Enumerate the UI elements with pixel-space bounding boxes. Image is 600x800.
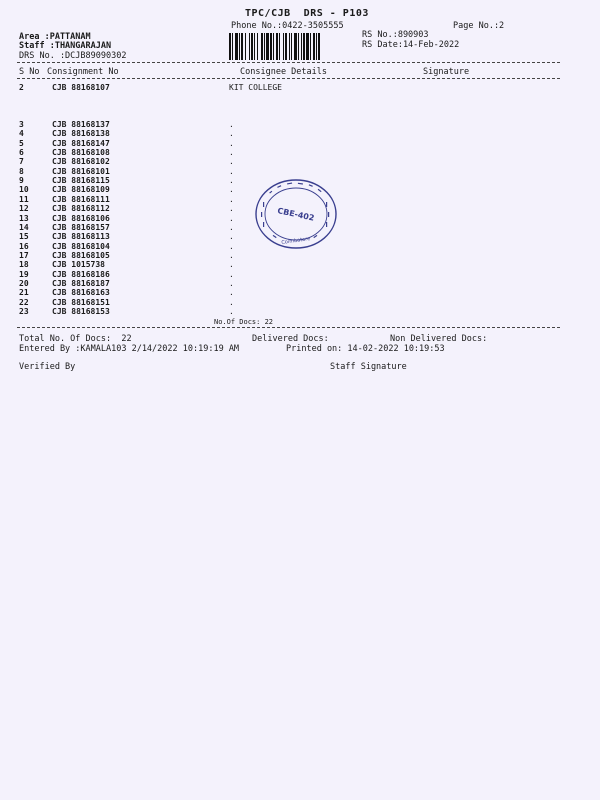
printed-on: Printed on: 14-02-2022 10:19:53 (286, 344, 445, 354)
row-consignment-no: CJB 88168137 (52, 120, 110, 129)
verified-by: Verified By (19, 362, 76, 372)
barcode-image (228, 33, 346, 60)
page-number: Page No.:2 (453, 21, 505, 31)
office-stamp (253, 178, 339, 250)
header-divider (17, 62, 560, 63)
row-sno: 5 (19, 138, 24, 148)
stamp-ring-text: Coimbatore (281, 236, 311, 247)
row-consignment-no: CJB 88168115 (52, 176, 110, 186)
row-sno: 14 (19, 222, 29, 232)
row-consignee-details: . (229, 222, 234, 232)
doc-title: TPC/CJB DRS - P103 (245, 8, 369, 19)
row-consignee-details: . (229, 213, 234, 223)
row-consignee-details: . (229, 148, 234, 158)
non-delivered-docs: Non Delivered Docs: (390, 334, 488, 344)
table-row (0, 307, 600, 317)
row-consignee-details: . (229, 297, 234, 307)
row-consignee-details: . (229, 138, 234, 148)
row-consignee-details: . (229, 241, 234, 251)
row-sno: 19 (19, 269, 29, 279)
area-field: Area :PATTANAM (19, 32, 91, 42)
row-consignment-no: CJB 88168163 (52, 288, 110, 298)
total-docs: Total No. Of Docs: 22 (19, 334, 132, 344)
col-header-sno: S No (19, 67, 40, 77)
row-consignment-no: CJB 88168111 (52, 194, 110, 204)
rs-number: RS No.:890903 (362, 30, 429, 40)
row-consignee-details: . (229, 288, 234, 298)
col-header-signature: Signature (423, 67, 470, 77)
row-sno: 11 (19, 194, 29, 204)
row-consignee-details: . (229, 307, 234, 316)
row-sno: 15 (19, 232, 29, 242)
row-consignee-details: . (229, 185, 234, 195)
rs-date: RS Date:14-Feb-2022 (362, 40, 460, 50)
row-consignee-details: . (229, 232, 234, 242)
row-sno: 6 (19, 148, 24, 158)
row-sno: 16 (19, 241, 29, 251)
row-sno: 13 (19, 213, 29, 223)
row-consignee-details: . (229, 260, 234, 270)
row-consignment-no: CJB 88168105 (52, 250, 110, 260)
row-consignee-details: . (229, 278, 234, 288)
row-consignment-no: CJB 88168147 (52, 138, 110, 148)
footer-divider (17, 327, 560, 328)
row-consignment-no: CJB 88168186 (52, 269, 110, 279)
row-sno: 23 (19, 307, 29, 316)
row-consignee-details: . (229, 176, 234, 186)
table-row (0, 83, 600, 93)
entered-by: Entered By :KAMALA103 2/14/2022 10:19:19 AM (19, 344, 240, 354)
row-consignment-no: CJB 1015738 (52, 260, 105, 270)
row-consignee-details: KIT COLLEGE (229, 83, 282, 92)
delivered-docs: Delivered Docs: (252, 334, 329, 344)
row-sno: 22 (19, 297, 29, 307)
row-consignee-details: . (229, 157, 234, 167)
row-consignee-details: . (229, 194, 234, 204)
phone-number: Phone No.:0422-3505555 (231, 21, 344, 31)
row-consignee-details: . (229, 250, 234, 260)
row-sno: 8 (19, 166, 24, 176)
no-of-docs-note: No.Of Docs: 22 (214, 318, 274, 326)
row-consignment-no: CJB 88168102 (52, 157, 110, 167)
col-header-consignment: Consignment No (47, 67, 119, 77)
row-consignee-details: . (229, 120, 234, 129)
row-consignment-no: CJB 88168151 (52, 297, 110, 307)
row-consignee-details: . (229, 129, 234, 139)
drs-number: DRS No. :DCJB89090302 (19, 51, 127, 61)
row-sno: 17 (19, 250, 29, 260)
row-consignee-details: . (229, 166, 234, 176)
row-consignment-no: CJB 88168101 (52, 166, 110, 176)
row-consignment-no: CJB 88168104 (52, 241, 110, 251)
row-consignment-no: CJB 88168157 (52, 222, 110, 232)
staff-field: Staff :THANGARAJAN (19, 41, 112, 51)
row-consignee-details: . (229, 269, 234, 279)
row-sno: 12 (19, 204, 29, 214)
row-sno: 10 (19, 185, 29, 195)
col-header-consignee: Consignee Details (240, 67, 327, 77)
row-consignment-no: CJB 88168108 (52, 148, 110, 158)
row-sno: 20 (19, 278, 29, 288)
row-sno: 7 (19, 157, 24, 167)
row-sno: 2 (19, 83, 24, 92)
row-consignment-no: CJB 88168153 (52, 307, 110, 316)
row-sno: 3 (19, 120, 24, 129)
row-sno: 18 (19, 260, 29, 270)
row-consignment-no: CJB 88168106 (52, 213, 110, 223)
row-sno: 21 (19, 288, 29, 298)
columns-divider (17, 78, 560, 79)
row-consignment-no: CJB 88168107 (52, 83, 110, 92)
row-sno: 9 (19, 176, 24, 186)
row-consignment-no: CJB 88168109 (52, 185, 110, 195)
row-sno: 4 (19, 129, 24, 139)
row-consignment-no: CJB 88168113 (52, 232, 110, 242)
staff-signature: Staff Signature (330, 362, 407, 372)
row-consignee-details: . (229, 204, 234, 214)
row-consignment-no: CJB 88168138 (52, 129, 110, 139)
stamp-center-text: CBE-402 (276, 206, 316, 223)
row-consignment-no: CJB 88168112 (52, 204, 110, 214)
row-consignment-no: CJB 88168187 (52, 278, 110, 288)
